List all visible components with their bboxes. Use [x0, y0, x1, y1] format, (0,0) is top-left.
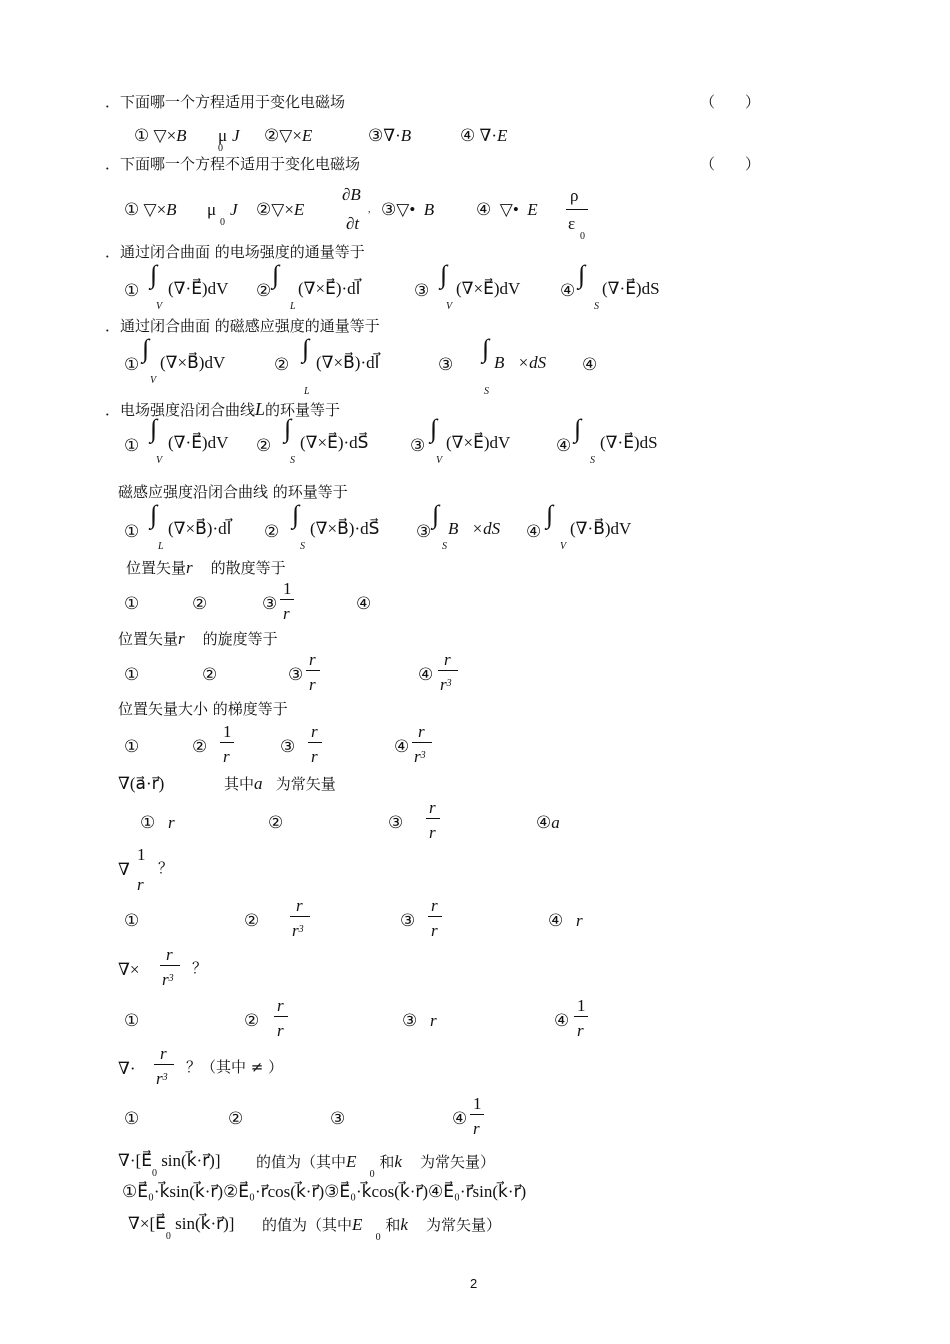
q3-option-1-integral-icon: ∫	[150, 260, 158, 289]
question-13-numerator: r⃗	[160, 1044, 180, 1063]
question-14-expression: $\nabla\cdot[E⃗_0$ sin(k⃗·r⃗)]	[118, 1151, 221, 1179]
q2-option-1-j: J⃗	[230, 200, 251, 219]
q6-option-4-expression: (∇·B⃗)dV	[570, 519, 632, 538]
q6-option-4-marker: ④	[526, 522, 542, 541]
q5-option-1-expression: (∇·E⃗)dV	[168, 433, 229, 452]
q8-option-3-fraction-bar	[306, 670, 320, 671]
q10-option-3-numerator: r⃗	[429, 798, 449, 817]
q8-option-3-marker: ③	[288, 665, 304, 684]
q11-option-3-numerator: r⃗	[431, 896, 451, 915]
q8-option-3-numerator: r⃗	[309, 650, 329, 669]
q11-option-2-fraction-bar	[290, 916, 310, 917]
q5-option-3-domain: V	[436, 455, 443, 466]
q10-option-1: ① r⃗	[140, 813, 188, 832]
q3-option-3-marker: ③	[414, 281, 430, 300]
q5-option-4-domain: S	[590, 455, 595, 466]
q11-option-3-fraction-bar	[428, 916, 442, 917]
q4-option-1-integral-icon: ∫	[142, 334, 150, 363]
q13-option-1: ①	[124, 1109, 140, 1128]
q4-option-3-integral-icon: ∫	[482, 334, 490, 363]
q11-option-4: ④ r⃗	[548, 911, 596, 930]
q2-option-4: ④ ▽• E⃗	[476, 200, 551, 219]
q1-option-1-j: J⃗	[232, 126, 253, 145]
question-13-condition: ？（其中 ≠ ）	[186, 1058, 284, 1076]
question-6-stem: 磁感应强度沿闭合曲线 的环量等于	[118, 483, 348, 501]
q8-option-4-denominator: $r^3$	[440, 675, 452, 694]
q13-option-2: ②	[228, 1109, 244, 1128]
q4-option-4-marker: ④	[582, 355, 598, 374]
q3-option-3-expression: (∇×E⃗)dV	[456, 279, 521, 298]
q3-option-4-expression: (∇·E⃗)dS	[602, 279, 660, 298]
q12-option-4-numerator: 1	[577, 996, 586, 1015]
q9-option-2-marker: ②	[192, 737, 208, 756]
q13-option-4-denominator: r	[473, 1119, 480, 1138]
q12-option-4-marker: ④	[554, 1011, 570, 1030]
question-12-question-mark: ？	[192, 959, 208, 977]
q13-option-4-marker: ④	[452, 1109, 468, 1128]
question-2-answer-blank: （ ）	[700, 155, 761, 173]
q8-option-4-marker: ④	[418, 665, 434, 684]
question-15-expression: $\nabla\times[E⃗_0$ sin(k⃗·r⃗)]	[128, 1214, 235, 1242]
q6-option-4-integral-icon: ∫	[546, 500, 554, 529]
q6-option-3-integral-icon: ∫	[432, 500, 440, 529]
q14-options: ①E⃗₀·k⃗sin(k⃗·r⃗)②E⃗₀·r⃗cos(k⃗·r⃗)③E⃗₀·k⃗cos(k⃗·r⃗)④E⃗₀·r⃗sin(k⃗·r⃗)	[122, 1182, 527, 1201]
question-2-stem: ．下面哪一个方程不适用于变化电磁场	[105, 155, 361, 173]
q8-option-3-denominator: r	[309, 675, 316, 694]
q12-option-2-fraction-bar	[274, 1016, 288, 1017]
q6-option-1-domain: L	[158, 541, 164, 552]
question-4-stem: ．通过闭合曲面 的磁感应强度的通量等于	[105, 317, 380, 335]
q10-option-2: ②	[268, 813, 284, 832]
q2-epsilon: ε	[568, 214, 576, 233]
q10-option-4: ④a⃗	[536, 813, 573, 832]
question-12-numerator: r⃗	[166, 945, 186, 964]
q4-option-2-expression: (∇×B⃗)·dl⃗	[316, 353, 380, 372]
q4-option-3-marker: ③	[438, 355, 454, 374]
question-13-nabla: ∇·	[118, 1059, 136, 1078]
q6-option-2-marker: ②	[264, 522, 280, 541]
question-13-denominator: $r^3$	[156, 1069, 168, 1088]
question-11-question-mark: ？	[158, 859, 174, 877]
q5-option-4-expression: (∇·E⃗)dS	[600, 433, 658, 452]
q6-option-1-expression: (∇×B⃗)·dl⃗	[168, 519, 232, 538]
q1-option-1: ① ▽×B⃗	[134, 126, 200, 145]
question-11-nabla: ∇	[118, 860, 130, 879]
q7-option-3-denominator: r	[283, 604, 290, 623]
q6-option-3-expression: B⃗×dS⃗	[448, 519, 514, 538]
q3-option-4-domain: S	[594, 301, 599, 312]
q11-option-3-denominator: r	[431, 921, 438, 940]
q3-option-4-marker: ④	[560, 281, 576, 300]
q4-option-2-marker: ②	[274, 355, 290, 374]
q11-option-2-denominator: $r^3$	[292, 921, 304, 940]
q6-option-1-integral-icon: ∫	[150, 500, 158, 529]
question-11-denominator: r	[137, 875, 144, 894]
q1-option-3: ③∇·B⃗	[368, 126, 425, 145]
q7-option-3-marker: ③	[262, 594, 278, 613]
q6-option-2-domain: S	[300, 541, 305, 552]
question-12-fraction-bar	[160, 965, 180, 966]
question-1-stem: ．下面哪一个方程适用于变化电磁场	[105, 93, 346, 111]
q4-option-2-domain: L	[304, 386, 310, 397]
q1-option-2: ②▽×E⃗	[264, 126, 326, 145]
q7-option-1: ①	[124, 594, 140, 613]
q9-option-3-numerator: r⃗	[311, 722, 331, 741]
q9-option-1: ①	[124, 737, 140, 756]
page-number: 2	[470, 1276, 478, 1291]
q11-option-2-marker: ②	[244, 911, 260, 930]
question-3-stem: ．通过闭合曲面 的电场强度的通量等于	[105, 243, 365, 261]
q1-option-1-mu: μ	[218, 126, 228, 145]
q6-option-1-marker: ①	[124, 522, 140, 541]
q6-option-3-domain: S	[442, 541, 447, 552]
question-1-answer-blank: （ ）	[700, 93, 761, 111]
q12-option-4-fraction-bar	[574, 1016, 588, 1017]
q5-option-1-marker: ①	[124, 436, 140, 455]
q11-option-2-numerator: r⃗	[296, 896, 316, 915]
q3-option-2-marker: ②	[256, 281, 272, 300]
question-13-fraction-bar	[154, 1064, 174, 1065]
q2-option-2: ②▽×E⃗	[256, 200, 318, 219]
q11-option-1: ①	[124, 911, 140, 930]
q10-option-3-denominator: r	[429, 823, 436, 842]
q9-option-4-fraction-bar	[412, 742, 432, 743]
q13-option-4-numerator: 1	[473, 1094, 482, 1113]
q10-option-3-fraction-bar	[426, 818, 440, 819]
q12-option-2-marker: ②	[244, 1011, 260, 1030]
q11-option-3-marker: ③	[400, 911, 416, 930]
q2-option-1-subscript: 0	[220, 217, 225, 228]
q5-option-2-marker: ②	[256, 436, 272, 455]
q1-option-1-subscript: 0	[218, 143, 223, 154]
q9-option-3-denominator: r	[311, 747, 318, 766]
q9-option-4-marker: ④	[394, 737, 410, 756]
question-9-stem: 位置矢量大小 的梯度等于	[118, 700, 288, 718]
question-5-stem: ．电场强度沿闭合曲线L的环量等于	[105, 399, 341, 419]
q6-option-2-expression: (∇×B⃗)·dS⃗	[310, 519, 380, 538]
q7-option-4: ④	[356, 594, 372, 613]
q3-option-4-integral-icon: ∫	[578, 260, 586, 289]
q5-option-1-domain: V	[156, 455, 163, 466]
q2-option-1: ① ▽×B⃗	[124, 200, 190, 219]
question-12-denominator: $r^3$	[162, 970, 174, 989]
q5-option-4-integral-icon: ∫	[574, 414, 582, 443]
q1-option-4: ④ ∇·E⃗	[460, 126, 521, 145]
q3-option-3-integral-icon: ∫	[440, 260, 448, 289]
q3-option-3-domain: V	[446, 301, 453, 312]
q5-option-3-integral-icon: ∫	[430, 414, 438, 443]
q8-option-2: ②	[202, 665, 218, 684]
q8-option-4-numerator: r⃗	[444, 650, 464, 669]
q2-rho: ρ	[570, 186, 579, 205]
q3-option-1-expression: (∇·E⃗)dV	[168, 279, 229, 298]
q8-option-4-fraction-bar	[438, 670, 458, 671]
q3-option-1-domain: V	[156, 301, 163, 312]
q9-option-3-marker: ③	[280, 737, 296, 756]
q13-option-3: ③	[330, 1109, 346, 1128]
q8-option-1: ①	[124, 665, 140, 684]
q3-option-1-marker: ①	[124, 281, 140, 300]
q5-option-3-marker: ③	[410, 436, 426, 455]
q6-option-3-marker: ③	[416, 522, 432, 541]
q3-option-2-integral-icon: ∫	[272, 260, 280, 289]
q2-comma: ,	[368, 204, 371, 215]
q4-option-3-domain: S	[484, 386, 489, 397]
q5-option-4-marker: ④	[556, 436, 572, 455]
q2-fraction-bar	[566, 209, 588, 210]
q7-option-3-fraction-bar	[280, 599, 294, 600]
q7-option-2: ②	[192, 594, 208, 613]
q6-option-2-integral-icon: ∫	[292, 500, 300, 529]
q4-option-1-marker: ①	[124, 355, 140, 374]
q5-option-2-integral-icon: ∫	[284, 414, 292, 443]
q13-option-4-fraction-bar	[470, 1114, 484, 1115]
question-14-stem: 的值为（其中$E⃗_0$ 和k⃗ 为常矢量）	[256, 1152, 495, 1180]
q4-option-1-domain: V	[150, 375, 157, 386]
q5-option-2-expression: (∇×E⃗)·dS⃗	[300, 433, 369, 452]
q9-option-4-denominator: $r^3$	[414, 747, 426, 766]
q3-option-2-expression: (∇×E⃗)·dl⃗	[298, 279, 361, 298]
q5-option-1-integral-icon: ∫	[150, 414, 158, 443]
q4-option-1-expression: (∇×B⃗)dV	[160, 353, 226, 372]
q2-epsilon-subscript: 0	[580, 231, 585, 242]
question-8-stem: 位置矢量r⃗ 的旋度等于	[118, 629, 278, 648]
q9-option-3-fraction-bar	[308, 742, 322, 743]
question-12-nabla: ∇×	[118, 960, 140, 979]
q6-option-4-domain: V	[560, 541, 567, 552]
q12-option-2-denominator: r	[277, 1021, 284, 1040]
q5-option-2-domain: S	[290, 455, 295, 466]
q12-option-2-numerator: r⃗	[277, 996, 297, 1015]
q9-option-2-fraction-bar	[220, 742, 234, 743]
q7-option-3-numerator: 1	[283, 579, 292, 598]
q9-option-2-numerator: 1	[223, 722, 232, 741]
q12-option-1: ①	[124, 1011, 140, 1030]
q5-option-3-expression: (∇×E⃗)dV	[446, 433, 511, 452]
q12-option-4-denominator: r	[577, 1021, 584, 1040]
q2-fraction-numerator: ∂B⃗	[342, 185, 375, 204]
q3-option-2-domain: L	[290, 301, 296, 312]
question-10-expression: ∇(a⃗·r⃗)	[118, 774, 165, 793]
q4-option-2-integral-icon: ∫	[302, 334, 310, 363]
q4-option-3-expression: B⃗×dS⃗	[494, 353, 560, 372]
question-7-stem: 位置矢量r⃗ 的散度等于	[126, 558, 286, 577]
q2-option-3: ③▽• B⃗	[381, 200, 448, 219]
question-11-numerator: 1	[137, 845, 146, 864]
q12-option-3: ③ r⃗	[402, 1011, 450, 1030]
q9-option-4-numerator: r⃗	[418, 722, 438, 741]
q10-option-3-marker: ③	[388, 813, 404, 832]
q2-fraction-denominator: ∂t	[346, 214, 360, 233]
question-10-stem: 其中a⃗为常矢量	[224, 774, 336, 793]
q2-option-1-mu: μ	[207, 200, 217, 219]
q9-option-2-denominator: r	[223, 747, 230, 766]
question-15-stem: 的值为（其中$E⃗_0$ 和k⃗ 为常矢量）	[262, 1215, 501, 1243]
